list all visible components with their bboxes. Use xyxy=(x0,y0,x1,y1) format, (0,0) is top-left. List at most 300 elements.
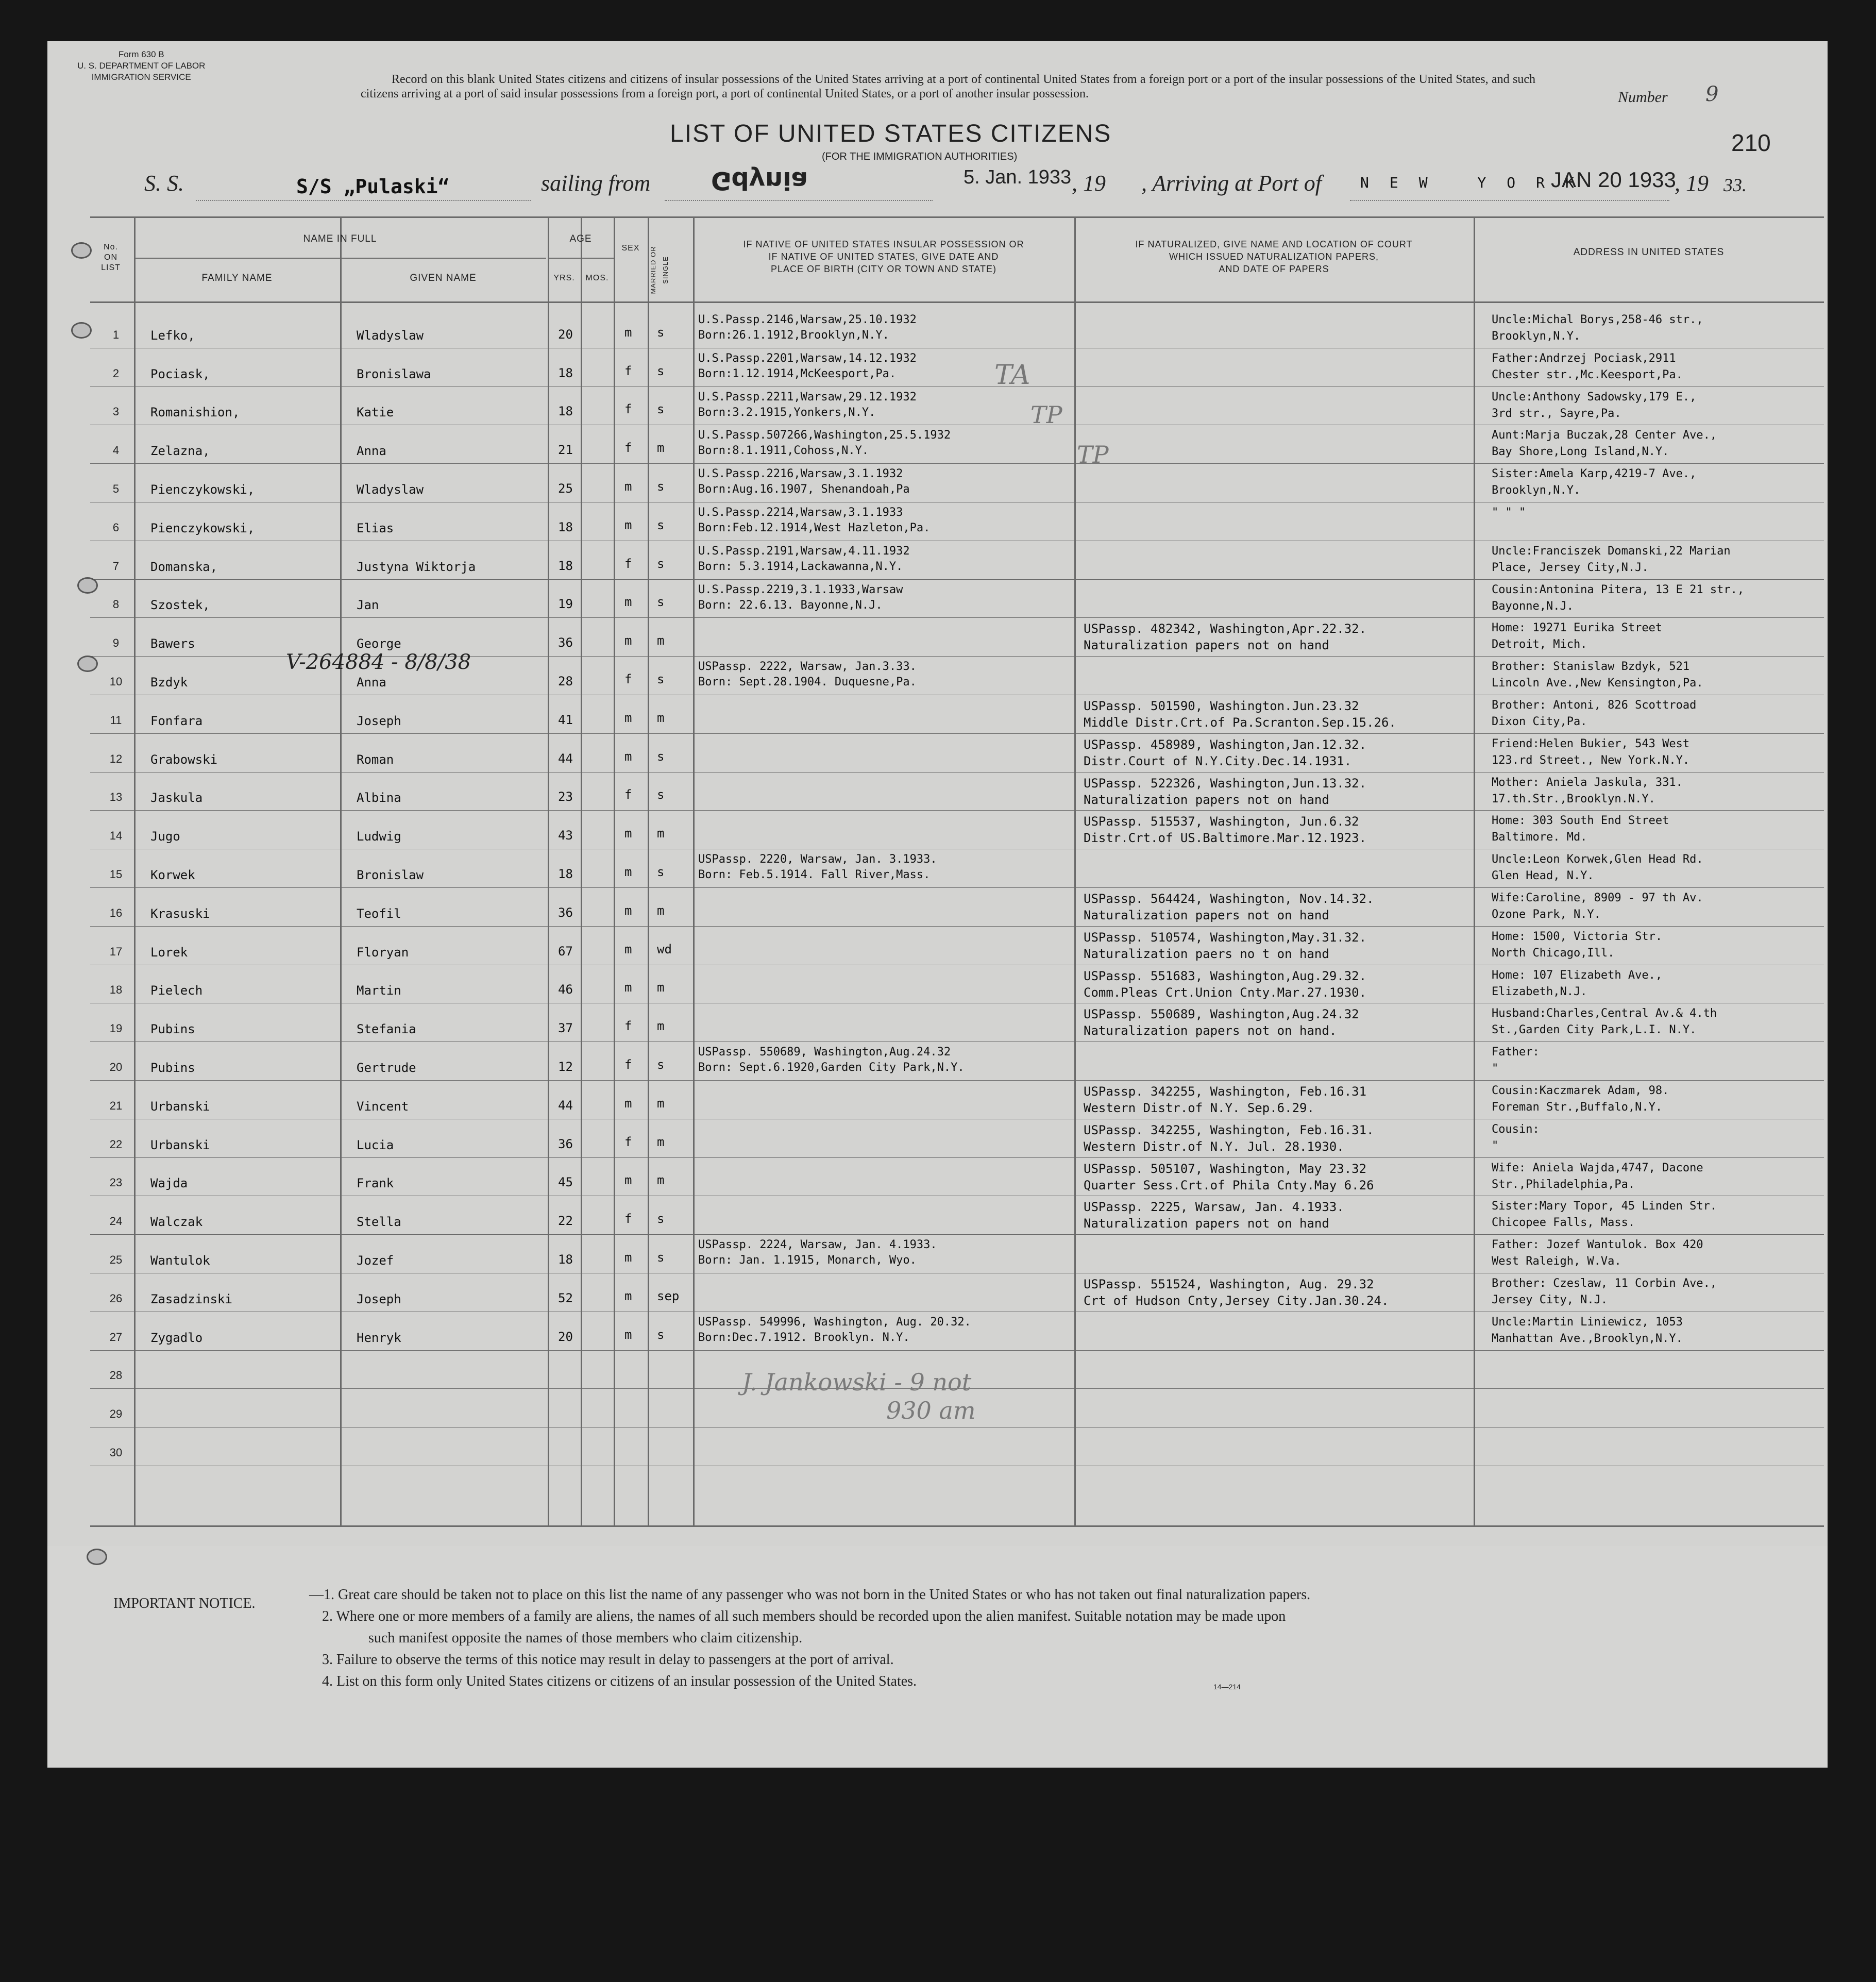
notice-item-1: —1. Great care should be taken not to place on this list the name of any passenger who was not born in the United States or who has not taken out final naturalization papers. xyxy=(309,1587,1311,1603)
family-name: Zelazna, xyxy=(150,444,210,459)
row-rule xyxy=(90,810,1824,811)
col-sex: SEX xyxy=(621,244,640,253)
address-line-1: Friend:Helen Bukier, 543 West xyxy=(1492,737,1690,750)
address-line-1: Uncle:Michal Borys,258-46 str., xyxy=(1492,313,1703,326)
sex: m xyxy=(624,710,632,725)
native-line-2: Born:26.1.1912,Brooklyn,N.Y. xyxy=(698,329,889,342)
column-rule xyxy=(548,216,549,1525)
year-prefix-2: , 19 xyxy=(1675,171,1709,196)
given-name: Wladyslaw xyxy=(357,328,424,343)
naturalization-line-1: USPassp. 510574, Washington,May.31.32. xyxy=(1084,930,1367,945)
address-line-1: Husband:Charles,Central Av.& 4.th xyxy=(1492,1007,1717,1020)
age-years: 18 xyxy=(558,867,573,881)
age-years: 18 xyxy=(558,404,573,419)
number-label: Number xyxy=(1618,89,1668,106)
address-line-2: " xyxy=(1492,1139,1499,1152)
naturalization-line-2: Naturalization paers no t on hand xyxy=(1084,946,1329,961)
age-years: 18 xyxy=(558,519,573,534)
naturalization-line-1: USPassp. 550689, Washington,Aug.24.32 xyxy=(1084,1007,1359,1022)
marital-status: m xyxy=(657,441,665,456)
row-rule xyxy=(90,1350,1824,1351)
native-line-1: USPassp. 2224, Warsaw, Jan. 4.1933. xyxy=(698,1238,937,1252)
age-years: 36 xyxy=(558,635,573,650)
native-line-1: U.S.Passp.2201,Warsaw,14.12.1932 xyxy=(698,351,917,365)
address-line-1: Home: 303 South End Street xyxy=(1492,814,1669,828)
col-married: MARRIED OR SINGLE xyxy=(649,246,669,294)
sex: m xyxy=(624,826,632,841)
given-name: Lucia xyxy=(357,1137,394,1152)
native-line-1: U.S.Passp.507266,Washington,25.5.1932 xyxy=(698,429,951,442)
native-line-2: Born:Aug.16.1907, Shenandoah,Pa xyxy=(698,483,910,496)
naturalization-line-1: USPassp. 342255, Washington, Feb.16.31. xyxy=(1084,1122,1374,1137)
row-number: 8 xyxy=(112,598,120,611)
address-line-1: Mother: Aniela Jaskula, 331. xyxy=(1492,776,1683,789)
native-line-1: U.S.Passp.2211,Warsaw,29.12.1932 xyxy=(698,390,917,404)
naturalization-line-1: USPassp. 564424, Washington, Nov.14.32. xyxy=(1084,892,1374,906)
sailing-date-stamp: 5. Jan. 1933 xyxy=(964,166,1072,188)
marital-status: s xyxy=(657,517,665,532)
given-name: Elias xyxy=(357,520,394,535)
row-number: 2 xyxy=(112,366,120,380)
notice-area xyxy=(47,1546,1828,1768)
naturalization-line-2: Quarter Sess.Crt.of Phila Cnty.May 6.26 xyxy=(1084,1178,1374,1192)
age-years: 25 xyxy=(558,481,573,496)
address-line-1: Sister:Mary Topor, 45 Linden Str. xyxy=(1492,1200,1717,1213)
row-number: 23 xyxy=(109,1176,123,1189)
row-rule xyxy=(90,733,1824,734)
row-number: 28 xyxy=(109,1369,123,1382)
print-code: 14—214 xyxy=(1213,1683,1241,1691)
family-name: Pubins xyxy=(150,1061,195,1075)
address-line-1: Cousin:Kaczmarek Adam, 98. xyxy=(1492,1084,1669,1097)
native-line-2: Born:Dec.7.1912. Brooklyn. N.Y. xyxy=(698,1331,910,1344)
year-prefix-1: , 19 xyxy=(1072,171,1106,196)
marital-status: s xyxy=(657,479,665,494)
address-line-1: Home: 19271 Eurika Street xyxy=(1492,622,1663,635)
row-number: 10 xyxy=(109,675,123,688)
native-line-2: Born:1.12.1914,McKeesport,Pa. xyxy=(698,367,897,380)
address-line-1: Brother: Stanislaw Bzdyk, 521 xyxy=(1492,660,1690,674)
naturalization-line-2: Naturalization papers not on hand xyxy=(1084,908,1329,922)
marital-status: s xyxy=(657,363,665,378)
column-rule xyxy=(581,216,582,1525)
age-years: 36 xyxy=(558,1136,573,1151)
punch-hole xyxy=(77,577,98,594)
address-line-1: " " " xyxy=(1492,506,1526,519)
given-name: Ludwig xyxy=(357,829,401,844)
row-number: 29 xyxy=(109,1407,123,1421)
row-rule xyxy=(90,1157,1824,1158)
age-years: 12 xyxy=(558,1060,573,1074)
marital-status: s xyxy=(657,595,665,610)
sex: f xyxy=(624,363,632,378)
row-number: 24 xyxy=(109,1215,123,1228)
family-name: Pienczykowski, xyxy=(150,520,255,535)
naturalization-line-1: USPassp. 501590, Washington.Jun.23.32 xyxy=(1084,699,1359,713)
native-line-1: USPassp. 2222, Warsaw, Jan.3.33. xyxy=(698,660,917,674)
annotation-margin-3: TP xyxy=(1077,441,1109,468)
sex: m xyxy=(624,595,632,610)
row-number: 3 xyxy=(112,405,120,418)
age-years: 28 xyxy=(558,674,573,688)
family-name: Jaskula xyxy=(150,791,203,805)
native-line-1: USPassp. 549996, Washington, Aug. 20.32. xyxy=(698,1315,971,1329)
address-line-1: Uncle:Martin Liniewicz, 1053 xyxy=(1492,1315,1683,1329)
family-name: Lefko, xyxy=(150,328,195,343)
marital-status: m xyxy=(657,826,665,841)
ship-name: S/S „Pulaski“ xyxy=(296,175,450,198)
address-line-2: 17.th.Str.,Brooklyn.N.Y. xyxy=(1492,792,1655,805)
family-name: Romanishion, xyxy=(150,405,240,420)
age-years: 45 xyxy=(558,1175,573,1190)
address-line-2: Manhattan Ave.,Brooklyn,N.Y. xyxy=(1492,1332,1683,1345)
native-line-1: U.S.Passp.2191,Warsaw,4.11.1932 xyxy=(698,544,910,558)
sex: m xyxy=(624,1096,632,1111)
address-line-1: Brother: Czeslaw, 11 Corbin Ave., xyxy=(1492,1277,1717,1290)
address-line-2: West Raleigh, W.Va. xyxy=(1492,1255,1621,1268)
family-name: Pociask, xyxy=(150,366,210,381)
sex: f xyxy=(624,1019,632,1034)
marital-status: m xyxy=(657,1173,665,1188)
sex: m xyxy=(624,325,632,340)
row-number: 11 xyxy=(110,713,122,727)
row-number: 27 xyxy=(109,1330,123,1343)
row-number: 6 xyxy=(112,520,120,534)
address-line-1: Cousin: xyxy=(1492,1122,1540,1136)
family-name: Jugo xyxy=(150,829,180,844)
row-number: 14 xyxy=(109,829,123,843)
given-name: Joseph xyxy=(357,1291,401,1306)
age-years: 44 xyxy=(558,751,573,766)
marital-status: m xyxy=(657,903,665,918)
age-years: 43 xyxy=(558,828,573,843)
col-age: AGE xyxy=(569,233,592,244)
native-line-2: Born: 22.6.13. Bayonne,N.J. xyxy=(698,598,883,612)
row-number: 16 xyxy=(109,906,123,919)
naturalization-line-1: USPassp. 551683, Washington,Aug.29.32. xyxy=(1084,968,1367,983)
family-name: Fonfara xyxy=(150,713,203,728)
sex: m xyxy=(624,517,632,532)
annotation-bottom-1: J. Jankowski - 9 not xyxy=(742,1368,972,1396)
naturalization-line-2: Middle Distr.Crt.of Pa.Scranton.Sep.15.26. xyxy=(1084,715,1396,730)
ship-line xyxy=(196,200,531,201)
given-name: Joseph xyxy=(357,713,401,728)
address-line-2: St.,Garden City Park,L.I. N.Y. xyxy=(1492,1023,1697,1037)
native-line-1: USPassp. 2220, Warsaw, Jan. 3.1933. xyxy=(698,853,937,866)
marital-status: m xyxy=(657,980,665,995)
given-name: Anna xyxy=(357,675,386,690)
manifest-sheet xyxy=(47,41,1828,1768)
marital-status: m xyxy=(657,1019,665,1034)
address-line-2: 3rd str., Sayre,Pa. xyxy=(1492,407,1621,420)
address-line-1: Father:Andrzej Pociask,2911 xyxy=(1492,351,1676,365)
sex: f xyxy=(624,672,632,686)
given-name: Jozef xyxy=(357,1253,394,1268)
family-name: Korwek xyxy=(150,868,195,882)
marital-status: s xyxy=(657,402,665,417)
row-number: 21 xyxy=(109,1099,123,1112)
notice-item-2-cont: such manifest opposite the names of those members who claim citizenship. xyxy=(368,1630,803,1646)
family-name: Wantulok xyxy=(150,1253,210,1268)
arrival-year: 33. xyxy=(1723,175,1747,195)
row-number: 19 xyxy=(109,1022,123,1035)
sex: m xyxy=(624,865,632,879)
family-name: Urbanski xyxy=(150,1099,210,1114)
address-line-1: Uncle:Leon Korwek,Glen Head Rd. xyxy=(1492,853,1703,866)
marital-status: s xyxy=(657,1327,665,1342)
row-rule xyxy=(90,887,1824,888)
col-address: ADDRESS IN UNITED STATES xyxy=(1573,247,1725,258)
arrival-stamp: JAN 20 1933 xyxy=(1551,167,1676,192)
given-name: Stefania xyxy=(357,1022,416,1037)
naturalization-line-2: Naturalization papers not on hand xyxy=(1084,638,1329,653)
given-name: Roman xyxy=(357,752,394,767)
col-name-in-full: NAME IN FULL xyxy=(303,233,377,244)
family-name: Pielech xyxy=(150,983,203,998)
row-number: 30 xyxy=(109,1446,123,1459)
address-line-2: Chicopee Falls, Mass. xyxy=(1492,1216,1635,1230)
col-naturalized: IF NATURALIZED, GIVE NAME AND LOCATION OF COURT WHICH ISSUED NATURALIZATION PAPERS, AND DATE OF PAPERS xyxy=(1135,239,1413,274)
given-name: Katie xyxy=(357,405,394,420)
address-line-1: Home: 1500, Victoria Str. xyxy=(1492,930,1663,943)
form-identifier: Form 630 B U. S. DEPARTMENT OF LABOR IMMIGRATION SERVICE xyxy=(77,49,206,82)
address-line-2: Dixon City,Pa. xyxy=(1492,715,1587,728)
address-line-2: Baltimore. Md. xyxy=(1492,831,1587,844)
address-line-2: " xyxy=(1492,1062,1499,1076)
row-number: 26 xyxy=(109,1291,123,1305)
native-line-1: U.S.Passp.2216,Warsaw,3.1.1932 xyxy=(698,467,903,481)
family-name: Bzdyk xyxy=(150,675,188,690)
age-years: 67 xyxy=(558,944,573,959)
family-name: Pienczykowski, xyxy=(150,482,255,497)
given-name: Teofil xyxy=(357,906,401,921)
notice-item-4: 4. List on this form only United States citizens or citizens of an insular possession of the United States. xyxy=(322,1673,917,1689)
given-name: Albina xyxy=(357,791,401,805)
native-line-1: U.S.Passp.2146,Warsaw,25.10.1932 xyxy=(698,313,917,326)
address-line-2: Detroit, Mich. xyxy=(1492,638,1587,651)
marital-status: m xyxy=(657,1096,665,1111)
given-name: Floryan xyxy=(357,945,409,960)
given-name: Martin xyxy=(357,983,401,998)
sex: f xyxy=(624,1134,632,1149)
address-line-1: Aunt:Marja Buczak,28 Center Ave., xyxy=(1492,429,1717,442)
row-number: 9 xyxy=(112,636,120,650)
naturalization-line-2: Crt of Hudson Cnty,Jersey City.Jan.30.24. xyxy=(1084,1294,1389,1308)
marital-status: s xyxy=(657,672,665,686)
column-rule xyxy=(340,216,342,1525)
address-line-2: North Chicago,Ill. xyxy=(1492,946,1615,960)
given-name: George xyxy=(357,636,401,651)
address-line-1: Father: xyxy=(1492,1046,1540,1059)
important-notice-label: IMPORTANT NOTICE. xyxy=(113,1595,256,1611)
age-years: 18 xyxy=(558,365,573,380)
given-name: Gertrude xyxy=(357,1061,416,1075)
marital-status: s xyxy=(657,1212,665,1227)
address-line-1: Father: Jozef Wantulok. Box 420 xyxy=(1492,1238,1703,1252)
sex: f xyxy=(624,1212,632,1227)
age-years: 46 xyxy=(558,982,573,997)
age-years: 20 xyxy=(558,1329,573,1344)
native-line-2: Born: Sept.28.1904. Duquesne,Pa. xyxy=(698,676,917,689)
family-name: Krasuski xyxy=(150,906,210,921)
marital-status: sep xyxy=(657,1288,680,1303)
age-years: 36 xyxy=(558,905,573,920)
given-name: Bronislaw xyxy=(357,868,424,882)
address-line-1: Cousin:Antonina Pitera, 13 E 21 str., xyxy=(1492,583,1745,596)
address-line-1: Home: 107 Elizabeth Ave., xyxy=(1492,968,1663,982)
row-number: 18 xyxy=(109,983,123,997)
age-years: 20 xyxy=(558,327,573,342)
marital-status: s xyxy=(657,749,665,764)
row-rule xyxy=(90,463,1824,464)
family-name: Zasadzinski xyxy=(150,1291,232,1306)
sex: m xyxy=(624,1250,632,1265)
age-years: 21 xyxy=(558,443,573,458)
sex: m xyxy=(624,1173,632,1188)
marital-status: s xyxy=(657,865,665,879)
naturalization-line-2: Distr.Court of N.Y.City.Dec.14.1931. xyxy=(1084,753,1352,768)
row-number: 22 xyxy=(109,1137,123,1151)
row-number: 12 xyxy=(109,752,123,765)
sex: f xyxy=(624,1057,632,1072)
address-line-2: Elizabeth,N.J. xyxy=(1492,985,1587,998)
family-name: Walczak xyxy=(150,1215,203,1230)
row-number: 7 xyxy=(112,559,120,573)
family-name: Zygadlo xyxy=(150,1330,203,1345)
address-line-2: 123.rd Street., New York.N.Y. xyxy=(1492,753,1690,767)
ss-label: S. S. xyxy=(144,171,184,196)
given-name: Anna xyxy=(357,444,386,459)
sex: f xyxy=(624,787,632,802)
naturalization-line-2: Western Distr.of N.Y. Sep.6.29. xyxy=(1084,1101,1314,1115)
naturalization-line-1: USPassp. 342255, Washington, Feb.16.31 xyxy=(1084,1084,1367,1099)
address-line-2: Jersey City, N.J. xyxy=(1492,1294,1608,1306)
given-name: Justyna Wiktorja xyxy=(357,559,476,574)
column-rule xyxy=(1074,216,1076,1525)
naturalization-line-1: USPassp. 551524, Washington, Aug. 29.32 xyxy=(1084,1277,1374,1291)
native-line-2: Born: Sept.6.1920,Garden City Park,N.Y. xyxy=(698,1061,965,1074)
address-line-2: Place, Jersey City,N.J. xyxy=(1492,561,1649,574)
naturalization-line-1: USPassp. 522326, Washington,Jun.13.32. xyxy=(1084,776,1367,791)
marital-status: s xyxy=(657,1250,665,1265)
naturalization-line-2: Distr.Crt.of US.Baltimore.Mar.12.1923. xyxy=(1084,831,1367,846)
age-years: 52 xyxy=(558,1290,573,1305)
address-line-2: Bayonne,N.J. xyxy=(1492,599,1574,613)
age-years: 19 xyxy=(558,597,573,612)
column-rule xyxy=(693,216,695,1525)
address-line-2: Lincoln Ave.,New Kensington,Pa. xyxy=(1492,677,1703,690)
column-rule xyxy=(648,216,649,1525)
given-name: Stella xyxy=(357,1215,401,1230)
row-number: 13 xyxy=(109,791,123,804)
col-native: IF NATIVE OF UNITED STATES INSULAR POSSESSION OR IF NATIVE OF UNITED STATES, GIVE DATE AND PLACE OF BIRTH (CITY OR TOWN AND STATE) xyxy=(743,239,1024,274)
age-years: 18 xyxy=(558,558,573,573)
row-number: 5 xyxy=(112,482,120,495)
address-line-2: Chester str.,Mc.Keesport,Pa. xyxy=(1492,368,1683,381)
family-name: Bawers xyxy=(150,636,195,651)
age-years: 22 xyxy=(558,1214,573,1229)
address-line-2: Str.,Philadelphia,Pa. xyxy=(1492,1178,1635,1191)
address-line-1: Wife:Caroline, 8909 - 97 th Av. xyxy=(1492,892,1703,904)
marital-status: m xyxy=(657,633,665,648)
row-rule xyxy=(90,1080,1824,1081)
page-title: LIST OF UNITED STATES CITIZENS xyxy=(670,120,1112,147)
page-subtitle: (FOR THE IMMIGRATION AUTHORITIES) xyxy=(822,151,1018,162)
given-name: Jan xyxy=(357,598,379,613)
sailing-line xyxy=(665,200,933,201)
row-number: 4 xyxy=(112,444,120,457)
column-rule xyxy=(134,216,136,1525)
number-value: 9 xyxy=(1705,82,1719,106)
naturalization-line-2: Naturalization papers not on hand. xyxy=(1084,1023,1337,1038)
table-bottom-rule xyxy=(90,1525,1824,1527)
row-rule xyxy=(90,926,1824,927)
table-header-rule xyxy=(90,301,1824,303)
family-name: Grabowski xyxy=(150,752,218,767)
native-line-2: Born: Feb.5.1914. Fall River,Mass. xyxy=(698,868,931,882)
family-name: Wajda xyxy=(150,1176,188,1191)
address-line-1: Brother: Antoni, 826 Scottroad xyxy=(1492,699,1697,712)
row-rule xyxy=(90,579,1824,580)
table-top-rule xyxy=(90,216,1824,218)
col-given-name: GIVEN NAME xyxy=(410,273,477,283)
header-notice: Record on this blank United States citizens and citizens of insular possessions of the United States arriving at a port of continental United States from a foreign port or a port of the insular possessions of the United States, and such citizens arriving at a port of said insular possessions from a foreign port, a port of continental United States, or a port of another insular possession. xyxy=(361,73,1535,100)
given-name: Bronislawa xyxy=(357,366,431,381)
age-years: 44 xyxy=(558,1098,573,1113)
age-years: 41 xyxy=(558,712,573,727)
marital-status: s xyxy=(657,1057,665,1072)
annotation-margin-2: TP xyxy=(1030,401,1062,429)
row-rule xyxy=(90,617,1824,618)
col-no: No. ON LIST xyxy=(101,243,121,272)
sex: m xyxy=(624,633,632,648)
row-rule xyxy=(90,1234,1824,1235)
native-line-2: Born:Feb.12.1914,West Hazleton,Pa. xyxy=(698,522,931,534)
marital-status: m xyxy=(657,710,665,725)
col-yrs: YRS. xyxy=(553,274,575,282)
punch-hole xyxy=(87,1549,107,1565)
sailing-from-stamp: Gdynia xyxy=(711,166,808,195)
punch-hole xyxy=(77,656,98,672)
age-years: 18 xyxy=(558,1252,573,1267)
naturalization-line-2: Naturalization papers not on hand xyxy=(1084,792,1329,807)
marital-status: m xyxy=(657,1134,665,1149)
address-line-1: Wife: Aniela Wajda,4747, Dacone xyxy=(1492,1161,1703,1174)
row-number: 25 xyxy=(109,1253,123,1266)
marital-status: s xyxy=(657,787,665,802)
native-line-2: Born: Jan. 1.1915, Monarch, Wyo. xyxy=(698,1254,917,1267)
native-line-2: Born:3.2.1915,Yonkers,N.Y. xyxy=(698,406,876,419)
native-line-1: U.S.Passp.2219,3.1.1933,Warsaw xyxy=(698,583,903,596)
marital-status: s xyxy=(657,556,665,571)
family-name: Szostek, xyxy=(150,598,210,613)
naturalization-line-2: Comm.Pleas Crt.Union Cnty.Mar.27.1930. xyxy=(1084,985,1367,1000)
punch-hole xyxy=(71,242,92,259)
naturalization-line-1: USPassp. 458989, Washington,Jan.12.32. xyxy=(1084,737,1367,752)
family-name: Pubins xyxy=(150,1022,195,1037)
annotation-bottom-2: 930 am xyxy=(886,1397,976,1424)
row-number: 17 xyxy=(109,945,123,958)
sex: m xyxy=(624,1288,632,1303)
sex: m xyxy=(624,1327,632,1342)
row-number: 15 xyxy=(109,868,123,881)
address-line-2: Brooklyn,N.Y. xyxy=(1492,484,1581,497)
native-line-1: U.S.Passp.2214,Warsaw,3.1.1933 xyxy=(698,506,903,519)
address-line-2: Glen Head, N.Y. xyxy=(1492,869,1594,883)
notice-item-2: 2. Where one or more members of a family are aliens, the names of all such members should be recorded upon the alien manifest. Suitable notation may be made upon xyxy=(322,1608,1286,1624)
naturalization-line-1: USPassp. 2225, Warsaw, Jan. 4.1933. xyxy=(1084,1200,1344,1215)
family-name: Lorek xyxy=(150,945,188,960)
